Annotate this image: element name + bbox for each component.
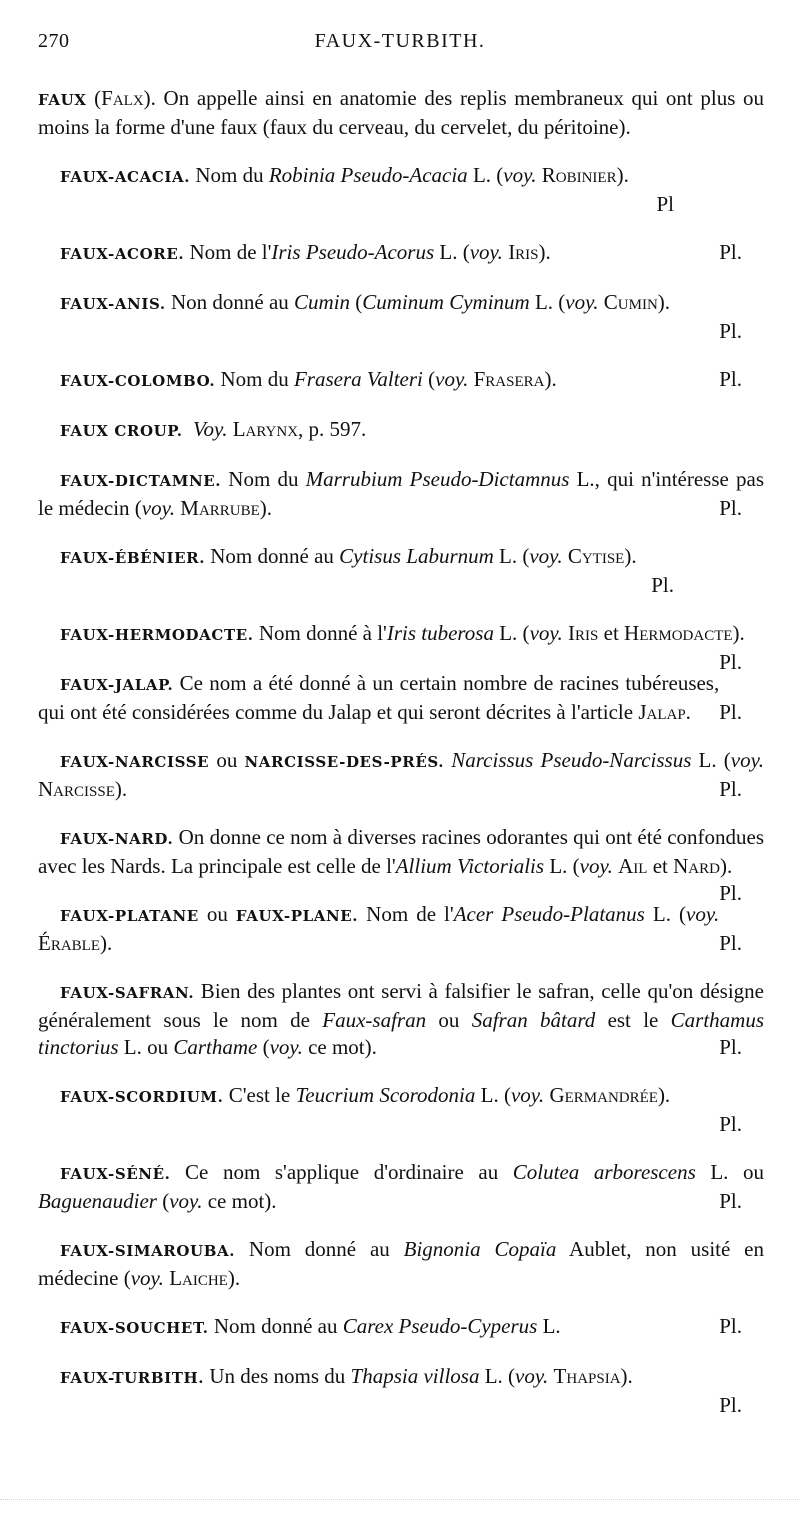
headword: FAUX-ACORE. (60, 245, 185, 263)
headword: FAUX-TURBITH. (60, 1369, 205, 1387)
author-abbrev: Pl. (719, 319, 742, 343)
headword: FAUX-ACACIA. (60, 168, 191, 186)
latin-name: Cuminum Cyminum (362, 290, 530, 314)
headword: FAUX-COLOMBO. (60, 372, 216, 390)
latin-name: Iris Pseudo-Acorus (271, 240, 435, 264)
entry-faux-safran: FAUX-SAFRAN. Bien des plantes ont servi à falsifier le safran, celle qu'on désigne généralement sous le nom de Faux-safran ou Safran bâtard est le Carthamus tinctorius L. ou Carthame (voy. ce mot). Pl. (38, 979, 765, 1059)
headword: FAUX-PLANE. (235, 907, 359, 925)
latin-name: Carex Pseudo-Cyperus (342, 1314, 538, 1338)
author-abbrev: Pl. (719, 881, 742, 905)
entry-faux-acore: FAUX-ACORE. Nom de l'Iris Pseudo-Acorus L. (voy. Iris). Pl. (60, 240, 742, 264)
scan-artifact-line (0, 1499, 800, 1502)
headword: FAUX-SÉNÉ. (60, 1165, 171, 1183)
author-abbrev: Pl. (719, 1035, 742, 1059)
author-abbrev: Pl. (719, 700, 742, 724)
headword: FAUX-ANIS. (60, 295, 166, 313)
headword: FAUX-ÉBÉNIER. (60, 549, 206, 567)
entry-faux-sene: FAUX-SÉNÉ. Ce nom s'applique d'ordinaire au Colutea arborescens L. ou Baguenaudier (voy. ce mot). Pl. (38, 1160, 764, 1213)
cross-reference: Thapsia (553, 1364, 621, 1388)
author-abbrev: Pl. (719, 777, 742, 801)
author-abbrev: Pl. (719, 1112, 742, 1136)
entry-faux-dictamne: FAUX-DICTAMNE. Nom du Marrubium Pseudo-Dictamnus L., qui n'intéresse pas le médecin (voy. Marrube). Pl. (38, 467, 764, 520)
author-abbrev: Pl. (719, 240, 742, 264)
cross-reference: Cumin (603, 290, 658, 314)
author-abbrev: Pl. (719, 367, 742, 391)
entries-column (38, 64, 764, 1436)
author-abbrev: Pl (656, 192, 674, 216)
latin-term: Falx (101, 86, 144, 110)
entry-faux-nard: FAUX-NARD. On donne ce nom à diverses racines odorantes qui ont été confondues avec les Nards. La principale est celle de l'Allium Victorialis L. (voy. Ail et Nard). Pl. (38, 825, 764, 905)
cross-reference: Iris (508, 240, 539, 264)
entry-faux-colombo: FAUX-COLOMBO. Nom du Frasera Valteri (voy. Frasera). Pl. (60, 367, 742, 391)
cross-reference: Laiche (169, 1266, 228, 1290)
author-abbrev: Pl. (719, 1189, 742, 1213)
running-title: FAUX-TURBITH. (314, 30, 486, 52)
cross-reference: Iris (568, 621, 599, 645)
entry-faux: FAUX (Falx). On appelle ainsi en anatomie des replis membraneux qui ont plus ou moins la forme d'une faux (faux du cerveau, du cervelet, du péritoine). (38, 86, 765, 139)
entry-faux-anis: FAUX-ANIS. Non donné au Cumin (Cuminum Cyminum L. (voy. Cumin). Pl. (38, 289, 764, 345)
headword: FAUX-SCORDIUM. (60, 1088, 224, 1106)
headword: FAUX-HERMODACTE. (60, 626, 254, 644)
page-number: 270 (38, 30, 70, 52)
latin-name: Bignonia Copaïa (403, 1237, 557, 1261)
cross-reference: Hermodacte (624, 621, 733, 645)
entry-faux-souchet: FAUX-SOUCHET. Nom donné au Carex Pseudo-Cyperus L. Pl. (60, 1314, 742, 1338)
cross-reference: Robinier (541, 163, 617, 187)
latin-name: Marrubium Pseudo-Dictamnus (305, 467, 570, 491)
entry-faux-turbith: FAUX-TURBITH. Un des noms du Thapsia villosa L. (voy. Thapsia). Pl. (38, 1363, 764, 1419)
headword: FAUX-NARD. (60, 830, 174, 848)
latin-name: Teucrium Scorodonia (295, 1083, 476, 1107)
cross-reference: Narcisse (38, 777, 115, 801)
latin-name: Colutea arborescens (512, 1160, 696, 1184)
author-abbrev: Pl. (719, 650, 742, 674)
headword: FAUX-DICTAMNE. (60, 472, 222, 490)
entry-faux-croup: FAUX CROUP. Voy. Larynx, p. 597. (60, 417, 367, 441)
cross-reference: Frasera (473, 367, 545, 391)
latin-name: Cytisus Laburnum (339, 544, 494, 568)
entry-faux-platane: FAUX-PLATANE ou FAUX-PLANE. Nom de l'Acer Pseudo-Platanus L. (voy. Érable). Pl. (38, 902, 742, 955)
cross-reference: Nard (673, 854, 720, 878)
entry-faux-acacia: FAUX-ACACIA. Nom du Robinia Pseudo-Acacia L. (voy. Robinier). Pl (38, 162, 764, 218)
entry-faux-hermodacte: FAUX-HERMODACTE. Nom donné à l'Iris tuberosa L. (voy. Iris et Hermodacte). Pl. (60, 621, 745, 674)
headword: FAUX-SOUCHET. (60, 1319, 209, 1337)
latin-name: Carthamus tinctorius (38, 1008, 765, 1059)
author-abbrev: Pl. (719, 1314, 742, 1338)
cross-reference: Jalap (638, 700, 686, 724)
entry-faux-simarouba: FAUX-SIMAROUBA. Nom donné au Bignonia Copaïa Aublet, non usité en médecine (voy. Laiche). (38, 1237, 764, 1290)
headword: FAUX-JALAP. (60, 676, 174, 694)
author-abbrev: Pl. (651, 573, 674, 597)
entry-faux-jalap: FAUX-JALAP. Ce nom a été donné à un certain nombre de racines tubéreuses, qui ont été considérées comme du Jalap et qui seront décrites à l'article Jalap. Pl. (38, 671, 742, 724)
headword: FAUX-SIMAROUBA. (60, 1242, 236, 1260)
latin-name: Robinia Pseudo-Acacia (268, 163, 468, 187)
latin-name: Iris tuberosa (386, 621, 494, 645)
cross-reference: Cytise (567, 544, 625, 568)
headword: NARCISSE-DES-PRÉS. (244, 753, 445, 771)
entry-faux-scordium: FAUX-SCORDIUM. C'est le Teucrium Scorodonia L. (voy. Germandrée). Pl. (38, 1082, 764, 1138)
cross-reference: Érable (38, 931, 100, 955)
cross-reference: Germandrée (549, 1083, 658, 1107)
latin-name: Allium Victorialis (395, 854, 545, 878)
headword: FAUX-NARCISSE (60, 753, 210, 771)
entry-faux-narcisse: FAUX-NARCISSE ou NARCISSE-DES-PRÉS. Narcissus Pseudo-Narcissus L. (voy. Narcisse). Pl. (38, 748, 765, 801)
author-abbrev: Pl. (719, 931, 742, 955)
entry-faux-ebenier: FAUX-ÉBÉNIER. Nom donné au Cytisus Laburnum L. (voy. Cytise). Pl. (38, 543, 764, 599)
author-abbrev: Pl. (719, 1393, 742, 1417)
latin-name: Narcissus Pseudo-Narcissus (451, 748, 692, 772)
latin-name: Thapsia villosa (350, 1364, 480, 1388)
latin-name: Frasera Valteri (293, 367, 423, 391)
cross-reference: Larynx (232, 417, 299, 441)
headword: FAUX-PLATANE (60, 907, 199, 925)
author-abbrev: Pl. (719, 496, 742, 520)
page-header (38, 30, 762, 56)
headword: FAUX-SAFRAN. (60, 984, 195, 1002)
headword: FAUX (38, 91, 87, 109)
cross-reference: Marrube (180, 496, 260, 520)
cross-reference: Ail (618, 854, 648, 878)
latin-name: Acer Pseudo-Platanus (453, 902, 645, 926)
headword: FAUX CROUP. (60, 422, 183, 440)
